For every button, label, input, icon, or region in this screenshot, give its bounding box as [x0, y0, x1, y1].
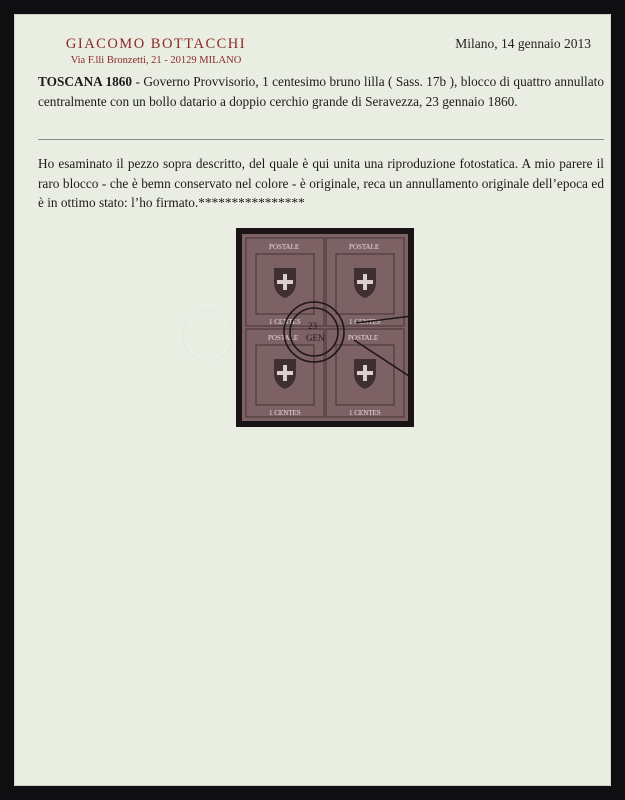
stamp-block-image: [236, 228, 414, 427]
stamp-label-bottom: 1 CENTES: [269, 409, 301, 417]
embossed-seal: [182, 309, 234, 361]
certificate-date: Milano, 14 gennaio 2013: [455, 36, 591, 51]
description-text: - Governo Provvisorio, 1 centesimo bruno lilla ( Sass. 17b ), blocco di quattro annullato centralmente con un bollo datario a doppio cerchio grande di Seravezza, 23 gennaio 1860.: [38, 74, 604, 109]
stamp-label-top: POSTALE: [269, 243, 300, 251]
description-title: TOSCANA 1860: [38, 74, 133, 89]
stamp-label-top: POSTALE: [349, 243, 380, 251]
stamp-label-bottom: 1 CENTES: [269, 318, 301, 326]
stamp-label-bottom: 1 CENTES: [349, 318, 381, 326]
stamp-label-top: POSTALE: [348, 334, 379, 342]
company-address: Via F.lli Bronzetti, 21 - 20129 MILANO: [70, 55, 242, 66]
divider: [38, 139, 604, 140]
certificate-sheet: [14, 14, 611, 786]
postmark-day: 23: [308, 321, 317, 331]
stamp-label-top: POSTALE: [268, 334, 299, 342]
postmark-month: GEN: [306, 333, 325, 343]
stamp-block-photo: [236, 228, 414, 427]
company-name: GIACOMO BOTTACCHI: [65, 36, 247, 52]
stamp-label-bottom: 1 CENTES: [349, 409, 381, 417]
expert-opinion: Ho esaminato il pezzo sopra descritto, del quale è qui unita una riproduzione fotostatica. A mio parere il raro blocco - che è bemn conservato nel colore - è originale, reca un annullamento originale dell’epoca ed è in ottimo stato: l’ho firmato.****************: [38, 156, 604, 210]
stamp-description: [38, 72, 604, 111]
